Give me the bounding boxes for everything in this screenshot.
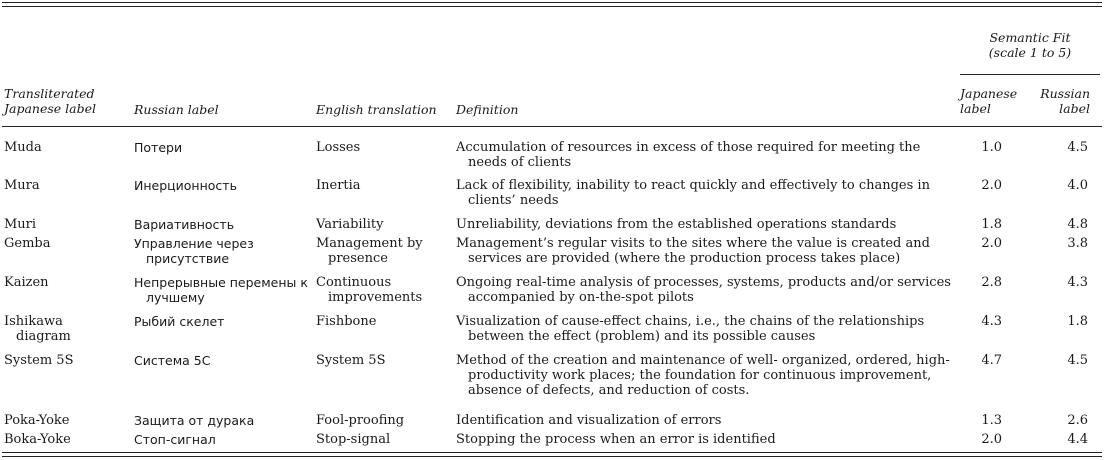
cell-en: System 5S [316, 353, 386, 368]
header-semantic-fit-line2: (scale 1 to 5) [988, 45, 1072, 60]
cell-en: Continuous improvements [316, 275, 423, 305]
header-fit-japanese [960, 86, 1030, 116]
cell-en: Variability [316, 217, 384, 232]
cell-def: Accumulation of resources in excess of those required for meeting the needs of clients [456, 140, 921, 170]
cell-def: Identification and visualization of errors [456, 413, 722, 428]
cell-def: Visualization of cause-effect chains, i.e., the chains of the relationships between the effect (problem) and its possible causes [456, 314, 925, 344]
cell-fit-ru: 2.6 [1067, 413, 1088, 428]
cell-fit-jp: 2.0 [981, 236, 1002, 251]
header-russian-label: Russian label [134, 102, 219, 117]
cell-def: Ongoing real-time analysis of processes, systems, products and/or services accompanied by on-the-spot pilots [456, 275, 951, 305]
cell-def: Stopping the process when an error is identified [456, 432, 776, 447]
cell-ru: Потери [134, 140, 183, 155]
cell-jp: Gemba [4, 236, 51, 251]
cell-def: Method of the creation and maintenance of well- organized, ordered, high-productivity work places; the foundation for continuous improvement, absence of defects, and reduction of costs. [456, 353, 950, 398]
header-japanese-label-line2: Japanese label [4, 101, 96, 116]
cell-jp: Muda [4, 140, 42, 155]
cell-def: Management’s regular visits to the sites where the value is created and services are provided (where the production process takes place) [456, 236, 930, 266]
cell-fit-ru: 1.8 [1067, 314, 1088, 329]
cell-fit-ru: 4.0 [1067, 178, 1088, 193]
header-semantic-fit-line1: Semantic Fit [989, 30, 1071, 45]
cell-fit-jp: 1.3 [981, 413, 1002, 428]
cell-fit-jp: 1.0 [981, 140, 1002, 155]
cell-ru: Непрерывные перемены к лучшему [134, 275, 308, 305]
header-english-translation: English translation [316, 102, 437, 117]
cell-ru: Защита от дурака [134, 413, 255, 428]
cell-fit-jp: 4.7 [981, 353, 1002, 368]
cell-en: Stop-signal [316, 432, 391, 447]
cell-en: Management by presence [316, 236, 423, 266]
header-fit-japanese-line1: Japanese [960, 86, 1018, 101]
cell-en: Fishbone [316, 314, 377, 329]
bottom-rule-1 [2, 452, 1102, 453]
cell-fit-jp: 2.0 [981, 178, 1002, 193]
cell-fit-ru: 4.3 [1067, 275, 1088, 290]
header-japanese-label-line1: Transliterated [4, 86, 95, 101]
cell-ru: Рыбий скелет [134, 314, 225, 329]
cell-fit-jp: 2.8 [981, 275, 1002, 290]
cell-ru: Стоп-сигнал [134, 432, 216, 447]
header-rule [2, 126, 1102, 127]
cell-jp: System 5S [4, 353, 74, 368]
cell-en: Fool-proofing [316, 413, 405, 428]
cell-ru: Система 5С [134, 353, 211, 368]
cell-def: Unreliability, deviations from the established operations standards [456, 217, 897, 232]
semantic-fit-underline [960, 74, 1100, 75]
cell-jp: Ishikawa diagram [4, 314, 71, 344]
cell-fit-ru: 4.5 [1067, 140, 1088, 155]
top-rule-1 [2, 2, 1102, 3]
header-fit-russian-line1: Russian [1040, 86, 1090, 101]
header-semantic-fit [960, 30, 1100, 60]
cell-fit-ru: 3.8 [1067, 236, 1088, 251]
cell-ru: Управление через присутствие [134, 236, 254, 266]
header-fit-russian-line2: label [1059, 101, 1090, 116]
cell-jp: Poka-Yoke [4, 413, 70, 428]
cell-ru: Вариативность [134, 217, 235, 232]
cell-fit-ru: 4.5 [1067, 353, 1088, 368]
cell-def: Lack of flexibility, inability to react quickly and effectively to changes in clients’ needs [456, 178, 930, 208]
cell-fit-ru: 4.4 [1067, 432, 1088, 447]
cell-fit-jp: 1.8 [981, 217, 1002, 232]
cell-ru: Инерционность [134, 178, 237, 193]
cell-fit-ru: 4.8 [1067, 217, 1088, 232]
cell-jp: Kaizen [4, 275, 49, 290]
header-fit-japanese-line2: label [960, 101, 991, 116]
cell-en: Losses [316, 140, 361, 155]
cell-jp: Muri [4, 217, 37, 232]
cell-jp: Mura [4, 178, 40, 193]
cell-en: Inertia [316, 178, 361, 193]
bottom-rule-2 [2, 456, 1102, 457]
header-definition: Definition [456, 102, 519, 117]
cell-fit-jp: 4.3 [981, 314, 1002, 329]
header-japanese-label [4, 86, 124, 116]
cell-jp: Boka-Yoke [4, 432, 71, 447]
header-fit-russian [1030, 86, 1090, 116]
top-rule-2 [2, 6, 1102, 7]
cell-fit-jp: 2.0 [981, 432, 1002, 447]
